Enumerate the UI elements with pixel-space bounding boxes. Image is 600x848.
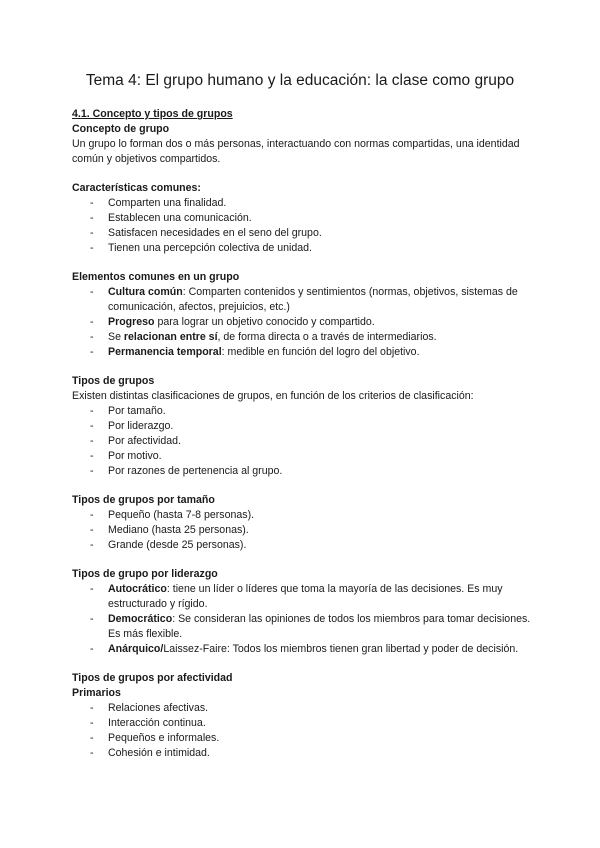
caracteristicas-list <box>72 196 532 256</box>
list-item: - Por tamaño. <box>90 405 166 417</box>
list-item: - Cultura común: Comparten contenidos y sentimientos (normas, objetivos, sistemas de comunicación, afectos, prejuicios, etc.) <box>90 286 518 313</box>
elementos-heading: Elementos comunes en un grupo <box>72 271 240 283</box>
list-item: - Tienen una percepción colectiva de unidad. <box>90 242 312 254</box>
list-item: - Comparten una finalidad. <box>90 197 227 209</box>
list-item: - Por razones de pertenencia al grupo. <box>90 465 283 477</box>
list-item: - Pequeño (hasta 7-8 personas). <box>90 509 255 521</box>
tipos-heading: Tipos de grupos <box>72 375 155 387</box>
tipos-list <box>72 404 532 479</box>
tamano-heading: Tipos de grupos por tamaño <box>72 494 215 506</box>
list-item: - Grande (desde 25 personas). <box>90 539 247 551</box>
afectividad-list <box>72 701 532 761</box>
list-item: - Permanencia temporal: medible en función del logro del objetivo. <box>90 346 420 358</box>
list-item: - Cohesión e intimidad. <box>90 747 210 759</box>
tipos-intro: Existen distintas clasificaciones de grupos, en función de los criterios de clasificación: <box>72 390 474 402</box>
elementos-list <box>72 285 532 360</box>
list-item: - Autocrático: tiene un líder o líderes que toma la mayoría de las decisiones. Es muy estructurado y rígido. <box>90 583 503 610</box>
list-item: - Satisfacen necesidades en el seno del grupo. <box>90 227 322 239</box>
primarios-subheading: Primarios <box>72 687 121 699</box>
list-item: - Por afectividad. <box>90 435 182 447</box>
list-item: - Anárquico/Laissez-Faire: Todos los miembros tienen gran libertad y poder de decisión. <box>90 643 519 655</box>
concepto-heading: Concepto de grupo <box>72 123 170 135</box>
list-item: - Por motivo. <box>90 450 162 462</box>
liderazgo-list <box>72 582 532 657</box>
list-item: - Se relacionan entre sí, de forma directa o a través de intermediarios. <box>90 331 437 343</box>
list-item: - Progreso para lograr un objetivo conocido y compartido. <box>90 316 375 328</box>
list-item: - Por liderazgo. <box>90 420 174 432</box>
liderazgo-heading: Tipos de grupo por liderazgo <box>72 568 218 580</box>
list-item: - Establecen una comunicación. <box>90 212 252 224</box>
list-item: - Interacción continua. <box>90 717 206 729</box>
list-item: - Relaciones afectivas. <box>90 702 209 714</box>
caracteristicas-heading: Características comunes: <box>72 182 201 194</box>
list-item: - Pequeños e informales. <box>90 732 220 744</box>
page-title: Tema 4: El grupo humano y la educación: la clase como grupo <box>85 72 515 89</box>
afectividad-heading: Tipos de grupos por afectividad <box>72 672 233 684</box>
list-item: - Mediano (hasta 25 personas). <box>90 524 249 536</box>
document-body <box>72 107 532 761</box>
tamano-list <box>72 508 532 553</box>
list-item: - Democrático: Se consideran las opiniones de todos los miembros para tomar decisiones. Es más flexible. <box>90 613 531 640</box>
concepto-text: Un grupo lo forman dos o más personas, interactuando con normas compartidas, una identidad común y objetivos compartidos. <box>72 138 520 165</box>
section-heading: 4.1. Concepto y tipos de grupos <box>72 108 233 120</box>
